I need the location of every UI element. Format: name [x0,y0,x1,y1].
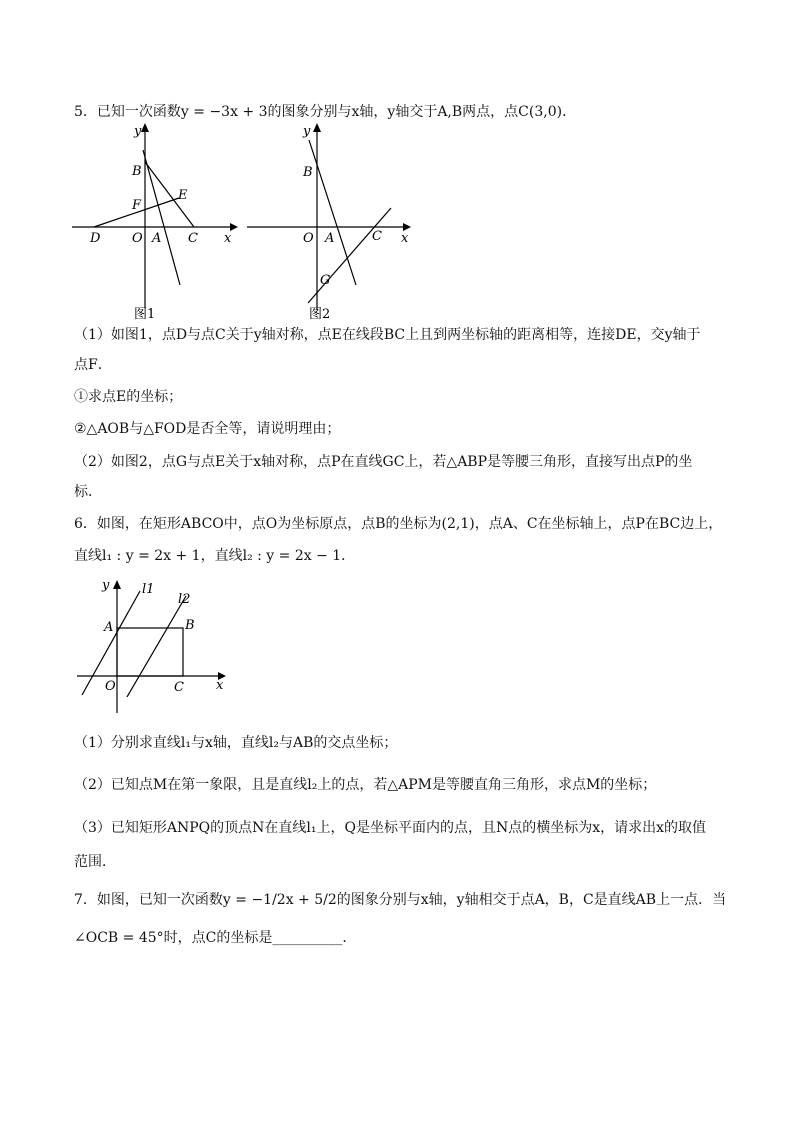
q6-part3-line2: 范围． [74,854,116,870]
q5-figure-1 [66,120,241,320]
label-c: C [188,231,198,246]
rectangle-abco [117,628,183,676]
x-arrow-icon [403,223,411,231]
q6-figure [72,573,232,718]
label-f: F [132,198,142,213]
q6-part2: （2）已知点M在第一象限，且是直线l₂上的点，若△APM是等腰直角三角形，求点M的坐标； [74,777,657,793]
q5-part2-line1: （2）如图2，点G与点E关于x轴对称，点P在直线GC上，若△ABP是等腰三角形，直接写出点P的坐 [74,454,693,470]
line-ab [309,140,356,285]
label-o: O [105,679,116,694]
label-c: C [174,680,184,695]
q5-part1-line2: 点F． [74,357,112,373]
q5-figure-2 [245,120,420,320]
line-gc [308,208,391,303]
label-c: C [372,229,382,244]
q6-stem-line1: 6．如图，在矩形ABCO中，点O为坐标原点，点B的坐标为(2,1)，点A、C在坐标轴上，点P在BC边上， [74,516,723,532]
q5-part1-line1: （1）如图1，点D与点C关于y轴对称，点E在线段BC上且到两坐标轴的距离相等，连接DE，交y轴于 [74,327,701,343]
label-e: E [178,188,188,203]
x-arrow-icon [230,223,238,231]
label-o: O [303,231,314,246]
q7-stem-line1: 7．如图，已知一次函数y = −1/2x + 5/2的图象分别与x轴，y轴相交于点A，B，C是直线AB上一点．当 [74,892,727,908]
label-l1: l1 [142,582,155,597]
q5-stem: 5．已知一次函数y = −3x + 3的图象分别与x轴，y轴交于A,B两点，点C(3,0)． [74,104,577,120]
label-y: y [303,124,311,139]
q5-sub1: ①求点E的坐标； [74,389,183,405]
y-arrow-icon [313,123,321,132]
y-arrow-icon [141,123,149,132]
label-x: x [401,231,409,246]
q6-stem-line2: 直线l₁ : y = 2x + 1，直线l₂ : y = 2x − 1． [74,548,356,564]
q5-part2-line2: 标． [74,484,102,500]
q5-sub2: ②△AOB与△FOD是否全等，请说明理由； [74,421,341,437]
label-a: A [104,620,114,635]
label-y: y [102,578,110,593]
q6-part1: （1）分别求直线l₁与x轴，直线l₂与AB的交点坐标； [74,735,398,751]
figure-caption: 图2 [309,307,331,320]
q7-stem-line2: ∠OCB = 45°时，点C的坐标是__________． [74,930,357,946]
label-x: x [224,231,232,246]
label-d: D [90,231,101,246]
label-b: B [303,165,313,180]
label-l2: l2 [178,592,191,607]
label-g: G [320,273,331,288]
label-b: B [132,164,142,179]
label-x: x [216,678,224,693]
label-a: A [152,231,162,246]
q6-part3-line1: （3）已知矩形ANPQ的顶点N在直线l₁上，Q是坐标平面内的点，且N点的横坐标为x，请求出x的取值 [74,820,707,836]
label-y: y [134,124,142,139]
label-o: O [132,231,143,246]
label-a: A [325,231,335,246]
y-arrow-icon [113,580,121,589]
figure-caption: 图1 [134,307,156,320]
line-ab [143,150,180,285]
label-b: B [185,618,195,633]
